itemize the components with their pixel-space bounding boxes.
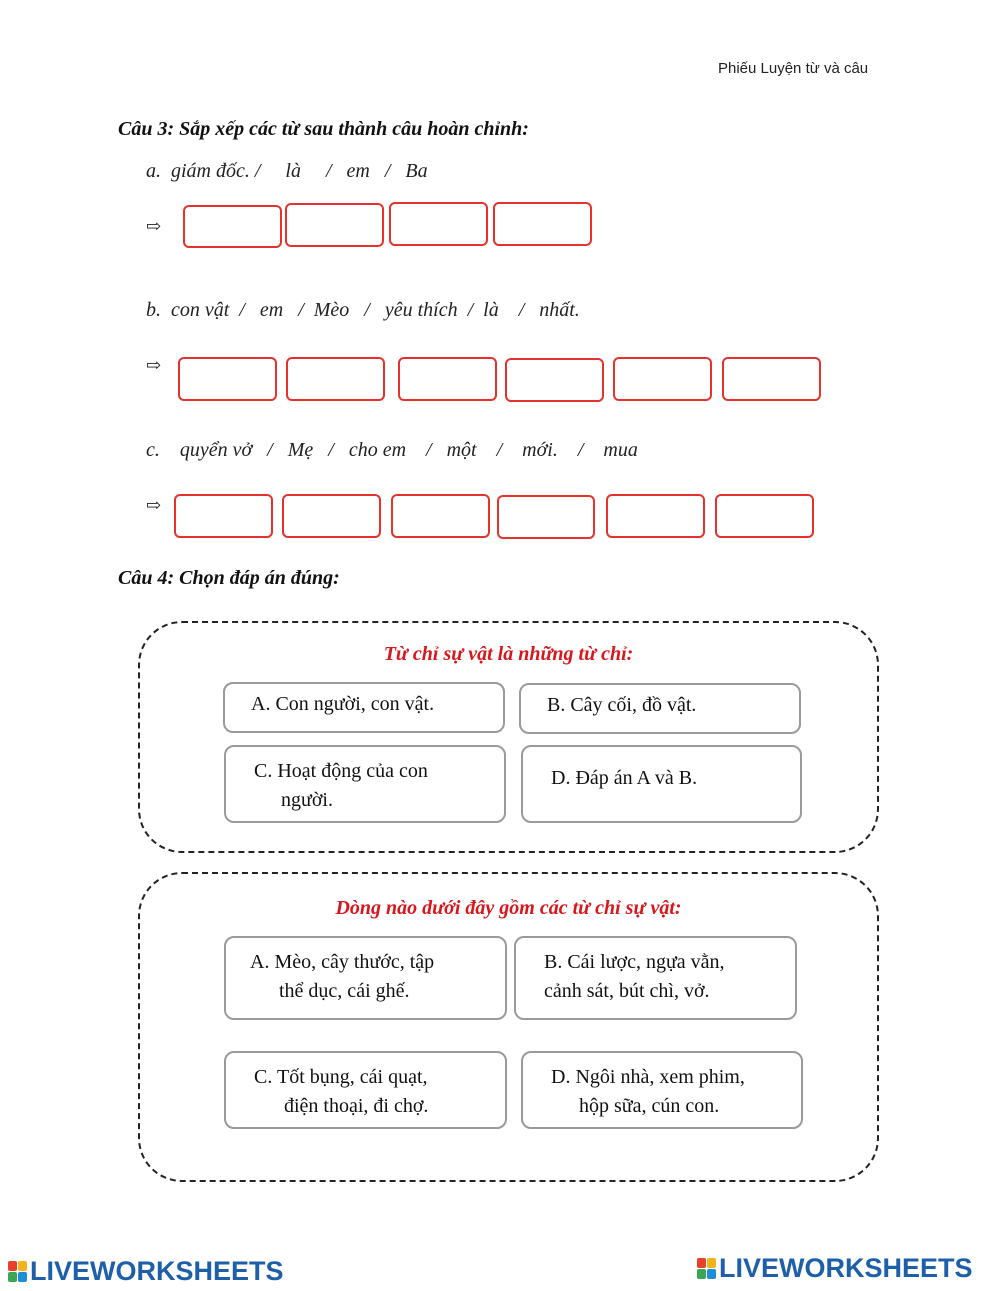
q3c-slot-2[interactable] xyxy=(282,494,381,538)
q3a-slot-2[interactable] xyxy=(285,203,384,247)
q3c-slot-1[interactable] xyxy=(174,494,273,538)
q3b-slot-6[interactable] xyxy=(722,357,821,401)
logo-text: LIVEWORKSHEETS xyxy=(719,1253,973,1283)
group-1-question: Từ chỉ sự vật là những từ chỉ: xyxy=(383,643,634,665)
option-text-2: điện thoại, đi chợ. xyxy=(284,1095,429,1117)
q3c-words: c. quyển vở / Mẹ / cho em / một / mới. / mua xyxy=(146,439,638,461)
liveworksheets-logo-right xyxy=(697,1253,973,1284)
option-text-2: thể dục, cái ghế. xyxy=(279,980,410,1002)
q3a-slot-3[interactable] xyxy=(389,202,488,246)
question-3-title: Câu 3: Sắp xếp các từ sau thành câu hoàn chỉnh: xyxy=(118,118,529,140)
logo-mark-icon xyxy=(697,1258,716,1279)
arrow-icon: ⇨ xyxy=(146,355,162,375)
group-1-option-b[interactable] xyxy=(519,683,801,734)
liveworksheets-logo-left xyxy=(8,1256,284,1287)
q3b-slot-2[interactable] xyxy=(286,357,385,401)
option-text: A. Con người, con vật. xyxy=(251,693,435,715)
option-text: D. Ngôi nhà, xem phim, xyxy=(551,1066,745,1088)
q3c-slot-4[interactable] xyxy=(497,495,595,539)
group-2-option-a[interactable] xyxy=(224,936,507,1020)
q3b-slot-1[interactable] xyxy=(178,357,277,401)
group-2-question: Dòng nào dưới đây gồm các từ chỉ sự vật: xyxy=(335,897,682,919)
group-2-option-d[interactable] xyxy=(521,1051,803,1129)
option-text: B. Cây cối, đồ vật. xyxy=(547,694,697,716)
q3a-slot-4[interactable] xyxy=(493,202,592,246)
q3b-slot-3[interactable] xyxy=(398,357,497,401)
q3b-slot-5[interactable] xyxy=(613,357,712,401)
q3c-slot-5[interactable] xyxy=(606,494,705,538)
logo-text: LIVEWORKSHEETS xyxy=(30,1256,284,1286)
group-2-option-c[interactable] xyxy=(224,1051,507,1129)
option-text: D. Đáp án A và B. xyxy=(551,767,698,789)
q3a-words: a. giám đốc. / là / em / Ba xyxy=(146,160,428,182)
option-text: A. Mèo, cây thước, tập xyxy=(250,951,435,973)
option-text: C. Hoạt động của con xyxy=(254,760,428,782)
arrow-icon: ⇨ xyxy=(146,216,162,236)
q3a-slot-1[interactable] xyxy=(183,205,282,248)
option-text: B. Cái lược, ngựa vằn, xyxy=(544,951,725,973)
q3b-words: b. con vật / em / Mèo / yêu thích / là / nhất. xyxy=(146,299,580,321)
option-text-2: cảnh sát, bút chì, vở. xyxy=(544,980,710,1002)
arrow-icon: ⇨ xyxy=(146,495,162,515)
option-text-2: hộp sữa, cún con. xyxy=(579,1095,720,1117)
option-text: C. Tốt bụng, cái quạt, xyxy=(254,1066,428,1088)
logo-mark-icon xyxy=(8,1261,27,1282)
worksheet-header: Phiếu Luyện từ và câu xyxy=(718,60,869,77)
group-1-option-c[interactable] xyxy=(224,745,506,823)
q3c-slot-6[interactable] xyxy=(715,494,814,538)
option-text-2: người. xyxy=(281,789,333,811)
question-4-title: Câu 4: Chọn đáp án đúng: xyxy=(118,567,340,589)
q3b-slot-4[interactable] xyxy=(505,358,604,402)
group-1-option-d[interactable] xyxy=(521,745,802,823)
q3c-slot-3[interactable] xyxy=(391,494,490,538)
group-2-option-b[interactable] xyxy=(514,936,797,1020)
group-1-option-a[interactable] xyxy=(223,682,505,733)
